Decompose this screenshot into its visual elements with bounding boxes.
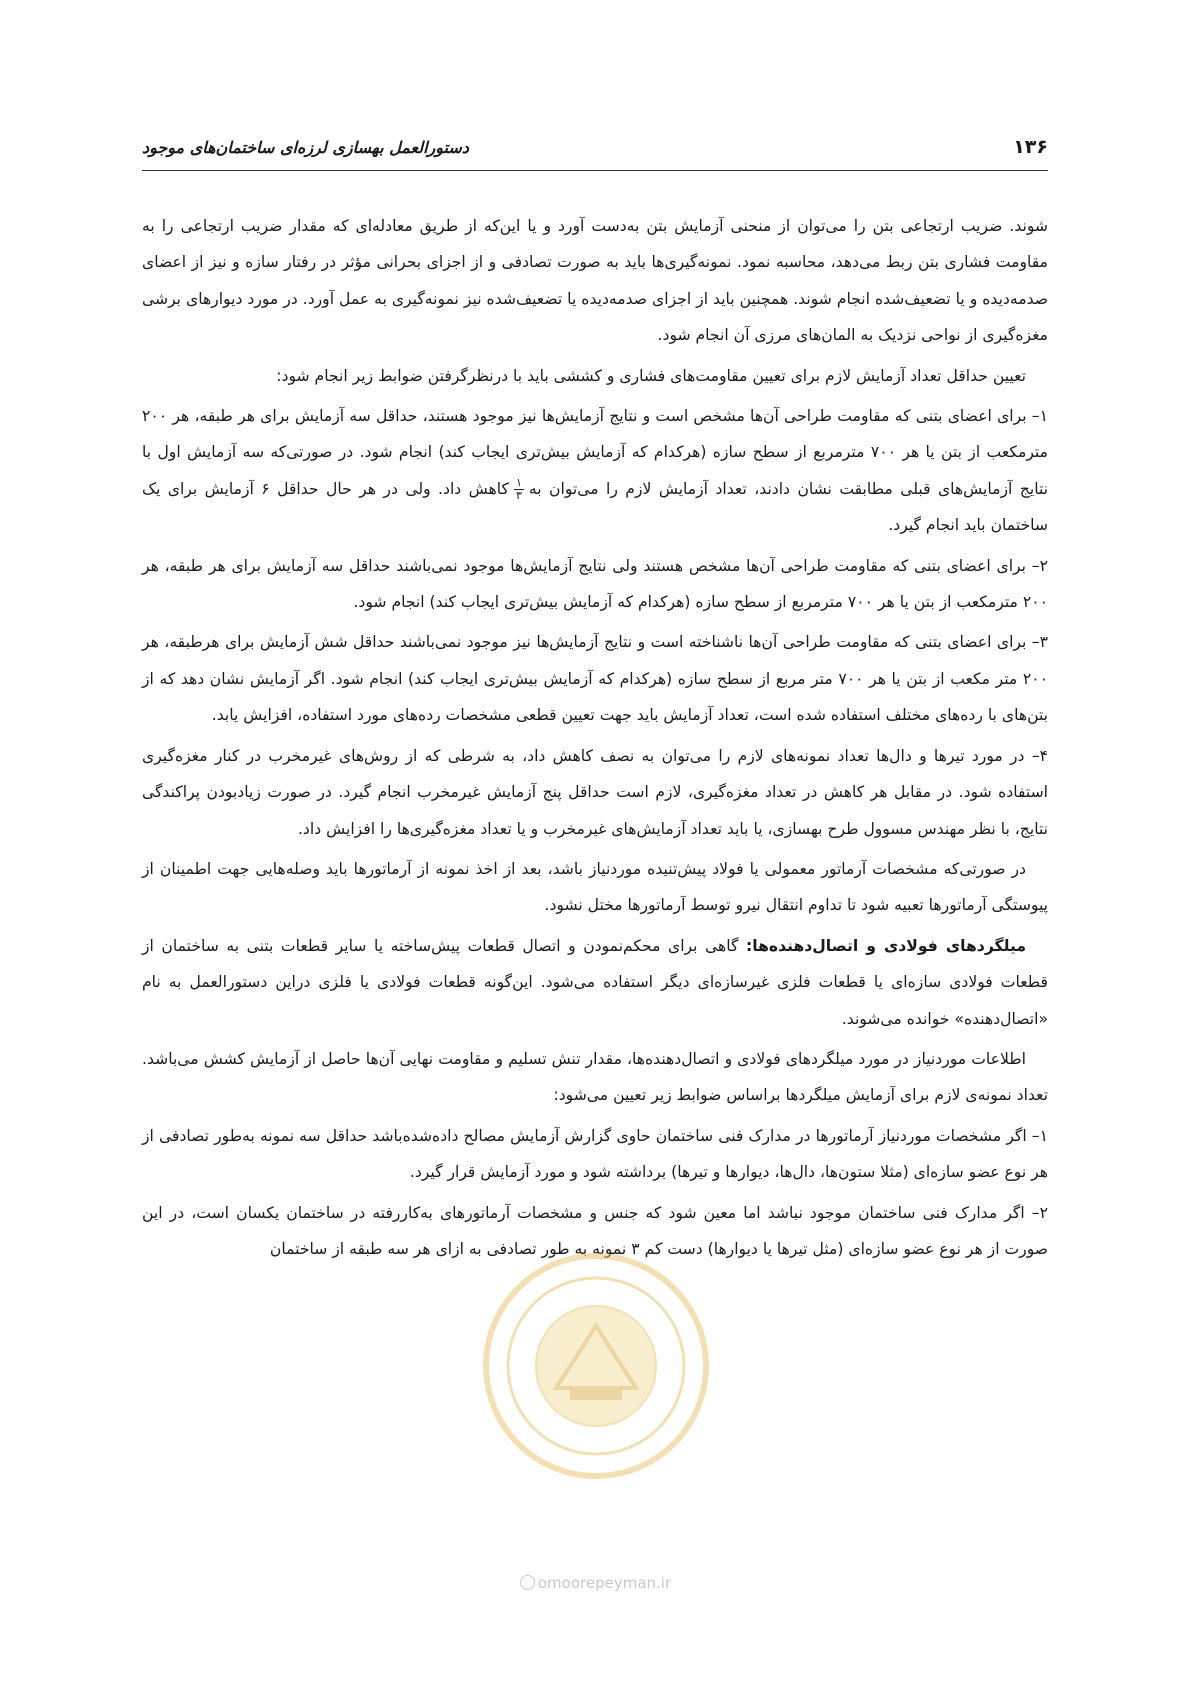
paragraph-7: در صورتی‌که مشخصات آرماتور معمولی یا فولاد پیش‌تنیده موردنیاز باشد، بعد از اخذ نمونه از آرماتورها باید وصله‌هایی جهت اطمینان از پیوستگی آرماتورها تعبیه شود تا تداوم انتقال نیرو توسط آرماتورها مختل نشود. — [142, 859, 1048, 915]
paragraph-3-end: کاهش داد. ولی در هر حال حداقل ۶ آزمایش برای یک ساختمان باید انجام گیرد. — [142, 479, 1048, 535]
fraction-denominator: ۳ — [515, 488, 522, 502]
page-number: ۱۳۶ — [1013, 136, 1048, 158]
page-header — [142, 132, 1048, 166]
paragraph-8 — [142, 928, 1048, 1037]
seal-outer-ring — [486, 1256, 706, 1476]
section-heading-steel-bars: میلگردهای فولادی و اتصال‌دهنده‌ها: — [745, 936, 1026, 955]
paragraph-2: تعیین حداقل تعداد آزمایش لازم برای تعیین مقاومت‌های فشاری و کششی باید با درنظرگرفتن ضوابط زیر انجام شود: — [276, 366, 1026, 385]
paragraph-5: ۳– برای اعضای بتنی که مقاومت طراحی آن‌ها ناشناخته است و نتایج آزمایش‌ها نیز موجود نمی‌باشند حداقل شش آزمایش برای هرطبقه، هر ۲۰۰ متر مکعب از بتن یا هر ۷۰۰ متر مربع از سطح سازه (هرکدام که آزمایش بیش‌تری ایجاب کند) انجام شود. اگر آزمایش نشان دهد که از بتن‌های با رده‌های مختلف استفاده شده است، تعداد آزمایش باید جهت تعیین قطعی مشخصات رده‌های مورد استفاده، افزایش یابد. — [142, 633, 1049, 725]
paragraph-11: ۲– اگر مدارک فنی ساختمان موجود نباشد اما معین شود که جنس و مشخصات آرماتورهای به‌کاررفته در ساختمان یکسان است، در این صورت از هر نوع عضو سازه‌ای (مثل تیرها یا دیوارها) دست کم ۳ نمونه به طور تصادفی به ازای هر سه طبقه از ساختمان — [142, 1203, 1048, 1258]
fraction-numerator: ۱ — [515, 475, 522, 489]
paragraph-10: ۱– اگر مشخصات موردنیاز آرماتورها در مدارک فنی ساختمان حاوی گزارش آزمایش مصالح داده‌شده‌باشد حداقل سه نمونه به‌طور تصادفی از هر نوع عضو سازه‌ای (مثلا ستون‌ها، دال‌ها، دیوارها و تیرها) برداشته شود و مورد آزمایش قرار گیرد. — [142, 1126, 1048, 1182]
watermark-url-text: omoorepeyman.ir — [537, 1574, 672, 1592]
paragraph-9: اطلاعات موردنیاز در مورد میلگردهای فولادی و اتصال‌دهنده‌ها، مقدار تنش تسلیم و مقاومت نهایی آن‌ها حاصل از آزمایش کشش می‌باشد. تعداد نمونه‌ی لازم برای آزمایش میلگردها براساس ضوابط زیر تعیین می‌شود: — [142, 1049, 1048, 1105]
watermark-url — [0, 1574, 1191, 1592]
seal-emblem-base — [570, 1388, 622, 1400]
paragraph-3-start: ۱– برای اعضای بتنی که مقاومت طراحی آن‌ها مشخص است و نتایج آزمایش‌ها نیز موجود هستند، حداقل سه آزمایش برای هر طبقه، هر ۲۰۰ مترمکعب از بتن یا هر ۷۰۰ مترمربع از سطح سازه (هرکدام که آزمایش بیش‌تری ایجاب کند) انجام شود. در صورتی‌که سه آزمایش اول با نتایج آزمایش‌های قبلی مطابقت نشان دادند، تعداد آزمایش لازم را می‌توان به — [142, 407, 1048, 498]
paragraph-8-text: گاهی برای محکم‌نمودن و اتصال قطعات پیش‌ساخته یا سایر قطعات بتنی به ساختمان از قطعات فولادی سازه‌ای یا قطعات فلزی غیرسازه‌ای دیگر استفاده می‌شود. این‌گونه قطعات فولادی یا فلزی دراین دستورالعمل به نام «اتصال‌دهنده» خوانده می‌شوند. — [142, 936, 1048, 1028]
document-body — [142, 208, 1048, 1271]
seal-center — [536, 1306, 656, 1426]
header-divider — [142, 170, 1048, 171]
paragraph-1: شوند. ضریب ارتجاعی بتن را می‌توان از منحنی آزمایش بتن به‌دست آورد و یا این‌که از طریق معادله‌ای که مقدار ضریب ارتجاعی را به مقاومت فشاری بتن ربط می‌دهد، محاسبه نمود. نمونه‌گیری‌ها باید به صورت تصادفی و از اجزای بحرانی مؤثر در رفتار سازه و نیز از اعضای صدمه‌دیده و یا تضعیف‌شده انجام شوند. همچنین باید از اجزای صدمه‌دیده یا تضعیف‌شده نیز نمونه‌گیری به عمل آورد. در مورد دیوارهای برشی مغزه‌گیری از نواحی نزدیک به المان‌های مرزی آن انجام شود. — [142, 217, 1048, 345]
watermark-seal-logo — [478, 1248, 714, 1484]
globe-icon — [520, 1575, 535, 1590]
running-title: دستورالعمل بهسازی لرزه‌ای ساختمان‌های موجود — [142, 138, 469, 157]
fraction-one-third — [514, 477, 524, 502]
seal-emblem — [556, 1326, 636, 1388]
seal-inner-ring — [508, 1278, 684, 1454]
paragraph-3 — [142, 398, 1048, 544]
paragraph-6: ۴– در مورد تیرها و دال‌ها تعداد نمونه‌های لازم را می‌توان به نصف کاهش داد، به شرطی که از روش‌های غیرمخرب در کنار مغزه‌گیری استفاده شود. در مقابل هر کاهش در تعداد مغزه‌گیری، لازم است حداقل پنج آزمایش غیرمخرب انجام گیرد. در صورت زیادبودن پراکندگی نتایج، با نظر مهندس مسوول طرح بهسازی، یا باید تعداد آزمایش‌های غیرمخرب و یا تعداد مغزه‌گیری‌ها را افزایش داد. — [142, 746, 1048, 838]
paragraph-4: ۲– برای اعضای بتنی که مقاومت طراحی آن‌ها مشخص هستند ولی نتایج آزمایش‌ها موجود نمی‌باشند حداقل سه آزمایش برای هر طبقه، هر ۲۰۰ مترمکعب از بتن یا هر ۷۰۰ مترمربع از سطح سازه (هرکدام که آزمایش بیش‌تری ایجاب کند) انجام شود. — [142, 556, 1048, 612]
